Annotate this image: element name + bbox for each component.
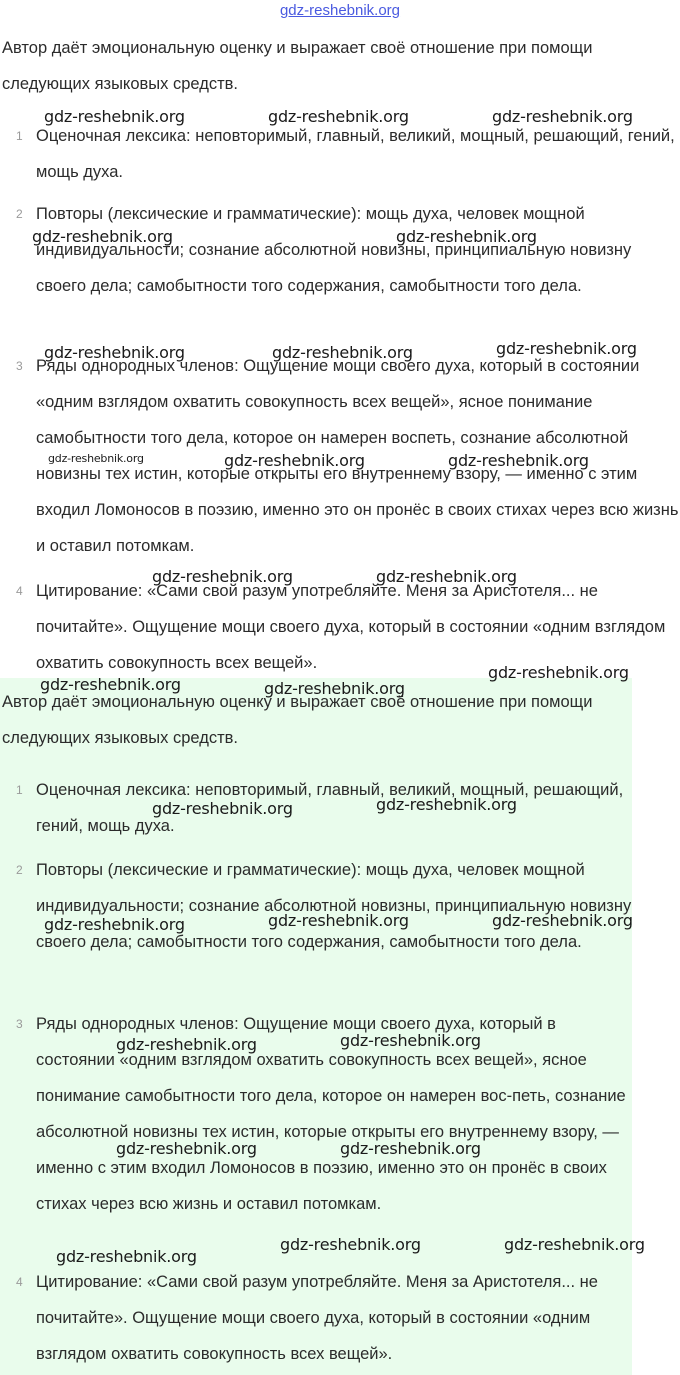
- list-number: 3: [16, 359, 23, 373]
- watermark: gdz-reshebnik.org: [340, 1139, 481, 1158]
- watermark: gdz-reshebnik.org: [44, 343, 185, 362]
- watermark: gdz-reshebnik.org: [32, 227, 173, 246]
- watermark: gdz-reshebnik.org: [448, 451, 589, 470]
- watermark: gdz-reshebnik.org: [272, 343, 413, 362]
- watermark: gdz-reshebnik.org: [224, 451, 365, 470]
- list-item-text: Цитирование: «Сами свой разум употребляйте. Меня за Аристотеля... не почитайте». Ощущение мощи своего духа, который в состоянии «одним взглядом охватить совокупность всех вещей».: [36, 1273, 598, 1363]
- watermark: gdz-reshebnik.org: [280, 1235, 421, 1254]
- watermark: gdz-reshebnik.org: [152, 799, 293, 818]
- list-number: 2: [16, 207, 23, 221]
- watermark: gdz-reshebnik.org: [264, 679, 405, 698]
- watermark: gdz-reshebnik.org: [268, 911, 409, 930]
- intro-paragraph: Автор даёт эмоциональную оценку и выражает своё отношение при помощи следующих языковых средств.: [2, 39, 593, 93]
- watermark: gdz-reshebnik.org: [40, 675, 181, 694]
- watermark: gdz-reshebnik.org: [492, 911, 633, 930]
- list-item-text: Ряды однородных членов: Ощущение мощи своего духа, который в состоянии «одним взглядом охватить совокупность всех вещей», ясное понимание самобытности того дела, которое он намерен воспеть, сознание абсолютной новизны тех истин, которые открыты его внутреннему взору, — именно с этим входил Ломоносов в поэзию, именно это он пронёс в своих стихах через всю жизнь и оставил потомкам.: [36, 357, 679, 555]
- list-number: 4: [16, 584, 23, 598]
- list-number: 2: [16, 863, 23, 877]
- list-item-text: Повторы (лексические и грамматические): мощь духа, человек мощной индивидуальности; сознание абсолютной новизны, принципиальную новизну своего дела; самобытности того содержания, самобытности того дела.: [36, 861, 632, 951]
- watermark: gdz-reshebnik.org: [376, 795, 517, 814]
- list-item-text: Оценочная лексика: неповторимый, главный, великий, мощный, решающий, гений, мощь духа.: [36, 127, 675, 181]
- watermark: gdz-reshebnik.org: [152, 567, 293, 586]
- watermark: gdz-reshebnik.org: [396, 227, 537, 246]
- watermark: gdz-reshebnik.org: [496, 339, 637, 358]
- watermark: gdz-reshebnik.org: [488, 663, 629, 682]
- answer-section-highlighted: [0, 678, 632, 1375]
- watermark: gdz-reshebnik.org: [44, 915, 185, 934]
- list-number: 4: [16, 1275, 23, 1289]
- watermark: gdz-reshebnik.org: [116, 1139, 257, 1158]
- site-header-link[interactable]: gdz-reshebnik.org: [279, 2, 401, 19]
- watermark: gdz-reshebnik.org: [504, 1235, 645, 1254]
- watermark: gdz-reshebnik.org: [44, 107, 185, 126]
- list-item-text: Повторы (лексические и грамматические): мощь духа, человек мощной индивидуальности; сознание абсолютной новизны, принципиальную новизну своего дела; самобытности того содержания, самобытности того дела.: [36, 205, 632, 295]
- answer-section-plain: [0, 30, 680, 678]
- list-number: 1: [16, 129, 23, 143]
- watermark: gdz-reshebnik.org: [340, 1031, 481, 1050]
- list-number: 1: [16, 783, 23, 797]
- list-item-text: Оценочная лексика: неповторимый, главный, великий, мощный, решающий, гений, мощь духа.: [36, 781, 624, 835]
- watermark: gdz-reshebnik.org: [492, 107, 633, 126]
- intro-paragraph: Автор даёт эмоциональную оценку и выражает своё отношение при помощи следующих языковых средств.: [2, 693, 593, 747]
- list-number: 3: [16, 1017, 23, 1031]
- list-item-text: Цитирование: «Сами свой разум употребляйте. Меня за Аристотеля... не почитайте». Ощущение мощи своего духа, который в состоянии «одним взглядом охватить совокупность всех вещей».: [36, 582, 666, 672]
- watermark: gdz-reshebnik.org: [48, 452, 144, 465]
- watermark: gdz-reshebnik.org: [376, 567, 517, 586]
- watermark: gdz-reshebnik.org: [116, 1035, 257, 1054]
- watermark: gdz-reshebnik.org: [268, 107, 409, 126]
- watermark: gdz-reshebnik.org: [56, 1247, 197, 1266]
- list-item-text: Ряды однородных членов: Ощущение мощи своего духа, который в состоянии «одним взглядом охватить совокупность всех вещей», ясное понимание самобытности того дела, которое он намерен вос-петь, сознание абсолютной новизны тех истин, которые открыты его внутреннему взору, — именно с этим входил Ломоносов в поэзию, именно это он пронёс в своих стихах через всю жизнь и оставил потомкам.: [36, 1015, 626, 1213]
